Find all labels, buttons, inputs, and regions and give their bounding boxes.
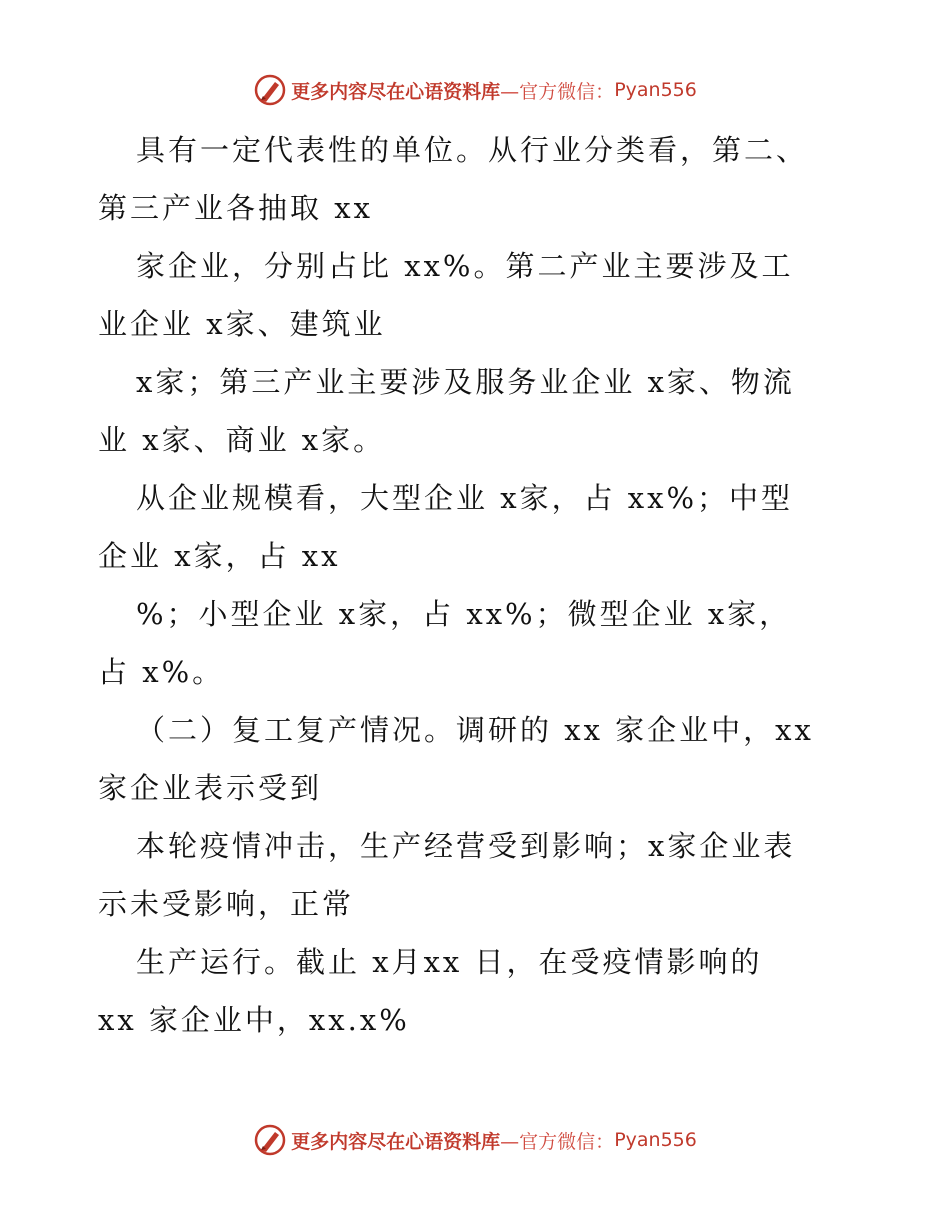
text-line-8: 企业 x家，占 xx	[98, 539, 341, 573]
text-line-5: x家；第三产业主要涉及服务业企业 x家、物流	[136, 365, 795, 399]
text-line-15: 生产运行。截止 x月xx 日，在受疫情影响的	[136, 945, 763, 979]
document-body	[98, 121, 868, 1049]
watermark-label: —官方微信：	[500, 80, 615, 103]
header-watermark	[0, 70, 950, 110]
text-line-11: （二）复工复产情况。调研的 xx 家企业中，xx	[136, 713, 814, 747]
text-line-1: 具有一定代表性的单位。从行业分类看，第二、	[136, 133, 809, 167]
watermark-label: —官方微信：	[500, 1130, 615, 1153]
text-line-10: 占 x%。	[98, 655, 225, 689]
watermark-title: 更多内容尽在心语资料库	[291, 1130, 501, 1153]
watermark-account: Pyan556	[614, 1129, 697, 1151]
text-line-9: %；小型企业 x家，占 xx%；微型企业 x家，	[136, 597, 792, 631]
footer-watermark	[0, 1120, 950, 1160]
watermark-account: Pyan556	[614, 79, 697, 101]
text-line-6: 业 x家、商业 x家。	[98, 423, 386, 457]
watermark-title: 更多内容尽在心语资料库	[291, 80, 501, 103]
text-line-7: 从企业规模看，大型企业 x家，占 xx%；中型	[136, 481, 794, 515]
pen-logo-icon	[253, 1123, 287, 1157]
text-line-12: 家企业表示受到	[98, 771, 323, 805]
text-line-13: 本轮疫情冲击，生产经营受到影响；x家企业表	[136, 829, 796, 863]
text-line-14: 示未受影响，正常	[98, 887, 355, 921]
text-line-4: 业企业 x家、建筑业	[98, 307, 386, 341]
pen-logo-icon	[253, 73, 287, 107]
text-line-3: 家企业，分别占比 xx%。第二产业主要涉及工	[136, 249, 794, 283]
text-line-2: 第三产业各抽取 xx	[98, 191, 373, 225]
text-line-16: xx 家企业中，xx.x%	[98, 1003, 410, 1037]
